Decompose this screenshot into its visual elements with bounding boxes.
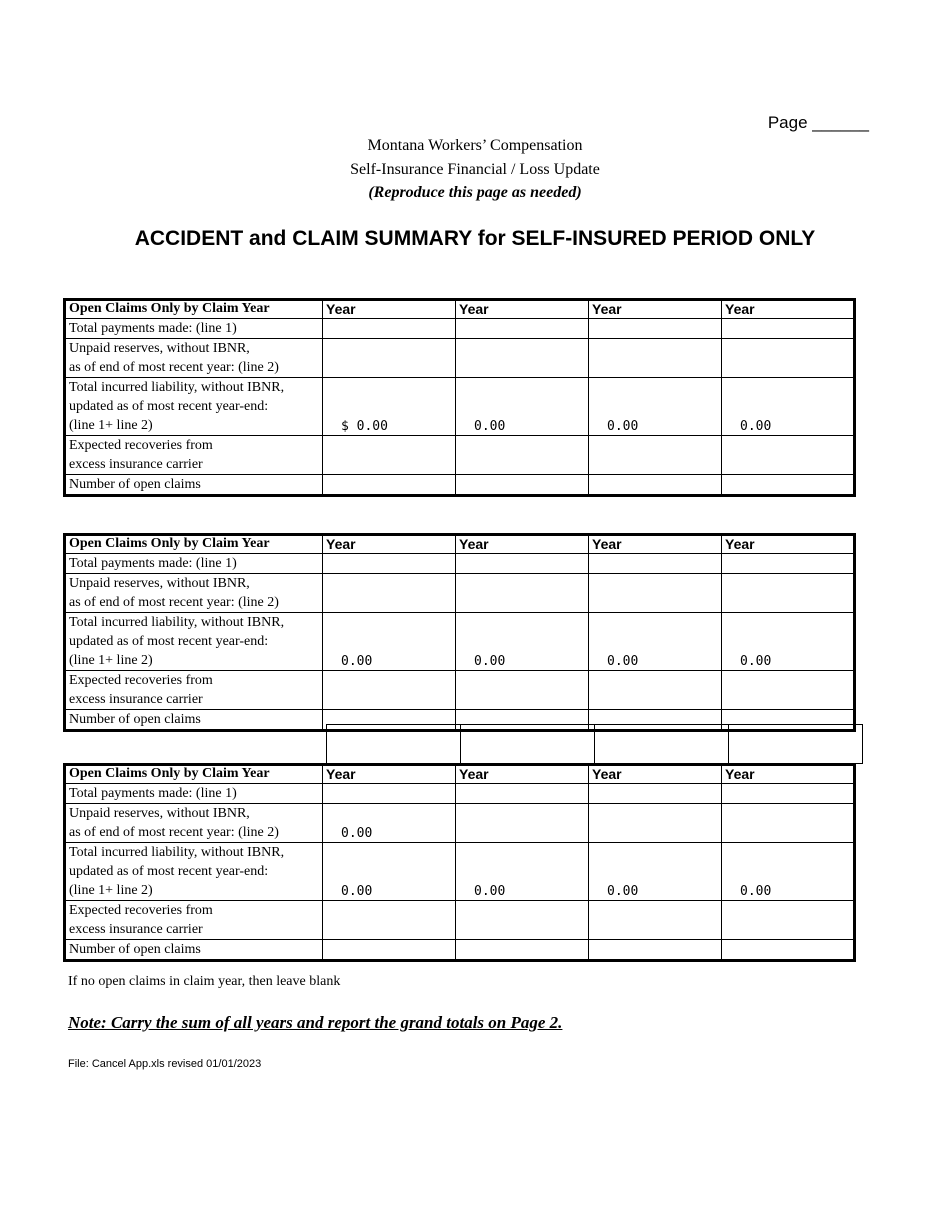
spacer-row (326, 724, 863, 764)
value-cell[interactable] (722, 574, 855, 613)
value-cell[interactable] (589, 475, 722, 496)
year-header[interactable]: Year (589, 765, 722, 784)
spacer-cell (729, 725, 863, 764)
value-cell[interactable] (722, 671, 855, 710)
claims-table-1 (63, 298, 856, 497)
spacer-cell (595, 725, 729, 764)
value-cell[interactable] (589, 940, 722, 961)
value-cell[interactable] (323, 671, 456, 710)
spacer-cell (461, 725, 595, 764)
value-cell[interactable] (589, 436, 722, 475)
value-cell[interactable] (722, 436, 855, 475)
value-cell[interactable]: 0.00 (722, 843, 855, 901)
value-cell[interactable]: 0.00 (589, 843, 722, 901)
row-label-expected-recoveries: Expected recoveries from excess insurance carrier (65, 671, 323, 710)
header-form-name: Self-Insurance Financial / Loss Update (350, 161, 600, 178)
value-cell[interactable] (323, 554, 456, 574)
row-label-unpaid-reserves: Unpaid reserves, without IBNR, as of end of most recent year: (line 2) (65, 574, 323, 613)
carry-sum-note: Note: Carry the sum of all years and report the grand totals on Page 2. (68, 1013, 563, 1032)
row-label-total-payments: Total payments made: (line 1) (65, 319, 323, 339)
value-cell[interactable]: $ 0.00 (323, 378, 456, 436)
value-cell[interactable] (589, 804, 722, 843)
value-cell[interactable]: 0.00 (722, 613, 855, 671)
value-cell[interactable] (589, 554, 722, 574)
value-cell[interactable] (456, 436, 589, 475)
year-header[interactable]: Year (589, 300, 722, 319)
row-label-number-open-claims: Number of open claims (65, 940, 323, 961)
value-cell[interactable] (456, 940, 589, 961)
value-cell[interactable]: 0.00 (589, 378, 722, 436)
value-cell[interactable] (722, 554, 855, 574)
file-revision-info: File: Cancel App.xls revised 01/01/2023 (68, 1058, 262, 1070)
row-label-expected-recoveries: Expected recoveries from excess insurance carrier (65, 436, 323, 475)
value-cell[interactable]: 0.00 (456, 613, 589, 671)
value-cell[interactable]: 0.00 (323, 613, 456, 671)
value-cell[interactable] (589, 671, 722, 710)
value-cell[interactable]: 0.00 (323, 804, 456, 843)
year-header[interactable]: Year (589, 535, 722, 554)
value-cell[interactable] (722, 901, 855, 940)
spacer-cell (327, 725, 461, 764)
value-cell[interactable] (722, 784, 855, 804)
year-header[interactable]: Year (323, 535, 456, 554)
claims-table-2 (63, 533, 856, 732)
year-header[interactable]: Year (722, 300, 855, 319)
value-cell[interactable] (456, 671, 589, 710)
table-header-label: Open Claims Only by Claim Year (65, 765, 323, 784)
value-cell[interactable] (456, 319, 589, 339)
row-label-number-open-claims: Number of open claims (65, 710, 323, 731)
row-label-unpaid-reserves: Unpaid reserves, without IBNR, as of end of most recent year: (line 2) (65, 339, 323, 378)
header-agency: Montana Workers’ Compensation (367, 137, 583, 154)
row-label-total-payments: Total payments made: (line 1) (65, 554, 323, 574)
value-cell[interactable]: 0.00 (456, 843, 589, 901)
row-label-total-incurred: Total incurred liability, without IBNR, updated as of most recent year-end: (line 1+ line 2) (65, 613, 323, 671)
value-cell[interactable] (589, 784, 722, 804)
page-number-label: Page ______ (767, 113, 869, 132)
value-cell[interactable] (323, 436, 456, 475)
value-cell[interactable]: 0.00 (589, 613, 722, 671)
value-cell[interactable] (456, 804, 589, 843)
row-label-expected-recoveries: Expected recoveries from excess insurance carrier (65, 901, 323, 940)
value-cell[interactable] (456, 339, 589, 378)
value-cell[interactable]: 0.00 (456, 378, 589, 436)
year-header[interactable]: Year (456, 535, 589, 554)
value-cell[interactable] (589, 339, 722, 378)
year-header[interactable]: Year (456, 300, 589, 319)
blank-instruction: If no open claims in claim year, then leave blank (68, 974, 341, 989)
value-cell[interactable] (722, 319, 855, 339)
value-cell[interactable] (456, 475, 589, 496)
year-header[interactable]: Year (323, 765, 456, 784)
value-cell[interactable] (589, 319, 722, 339)
year-header[interactable]: Year (323, 300, 456, 319)
value-cell[interactable] (323, 574, 456, 613)
year-header[interactable]: Year (722, 765, 855, 784)
value-cell[interactable] (456, 574, 589, 613)
value-cell[interactable]: 0.00 (323, 843, 456, 901)
value-cell[interactable] (456, 554, 589, 574)
value-cell[interactable] (323, 319, 456, 339)
table-header-label: Open Claims Only by Claim Year (65, 300, 323, 319)
value-cell[interactable] (589, 574, 722, 613)
value-cell[interactable] (456, 901, 589, 940)
value-cell[interactable] (722, 804, 855, 843)
year-header[interactable]: Year (722, 535, 855, 554)
header-reproduce-note: (Reproduce this page as needed) (368, 184, 582, 201)
value-cell[interactable] (323, 339, 456, 378)
row-label-unpaid-reserves: Unpaid reserves, without IBNR, as of end of most recent year: (line 2) (65, 804, 323, 843)
row-label-total-payments: Total payments made: (line 1) (65, 784, 323, 804)
page-title: ACCIDENT and CLAIM SUMMARY for SELF-INSURED PERIOD ONLY (134, 227, 816, 250)
value-cell[interactable] (589, 901, 722, 940)
value-cell[interactable] (323, 475, 456, 496)
value-cell[interactable] (722, 475, 855, 496)
value-cell[interactable] (722, 339, 855, 378)
value-cell[interactable] (722, 940, 855, 961)
table-header-label: Open Claims Only by Claim Year (65, 535, 323, 554)
value-cell[interactable]: 0.00 (722, 378, 855, 436)
value-cell[interactable] (323, 940, 456, 961)
value-cell[interactable] (323, 901, 456, 940)
claims-table-3 (63, 763, 856, 962)
year-header[interactable]: Year (456, 765, 589, 784)
row-label-total-incurred: Total incurred liability, without IBNR, updated as of most recent year-end: (line 1+ line 2) (65, 843, 323, 901)
row-label-total-incurred: Total incurred liability, without IBNR, updated as of most recent year-end: (line 1+ line 2) (65, 378, 323, 436)
value-cell[interactable] (323, 784, 456, 804)
value-cell[interactable] (456, 784, 589, 804)
row-label-number-open-claims: Number of open claims (65, 475, 323, 496)
